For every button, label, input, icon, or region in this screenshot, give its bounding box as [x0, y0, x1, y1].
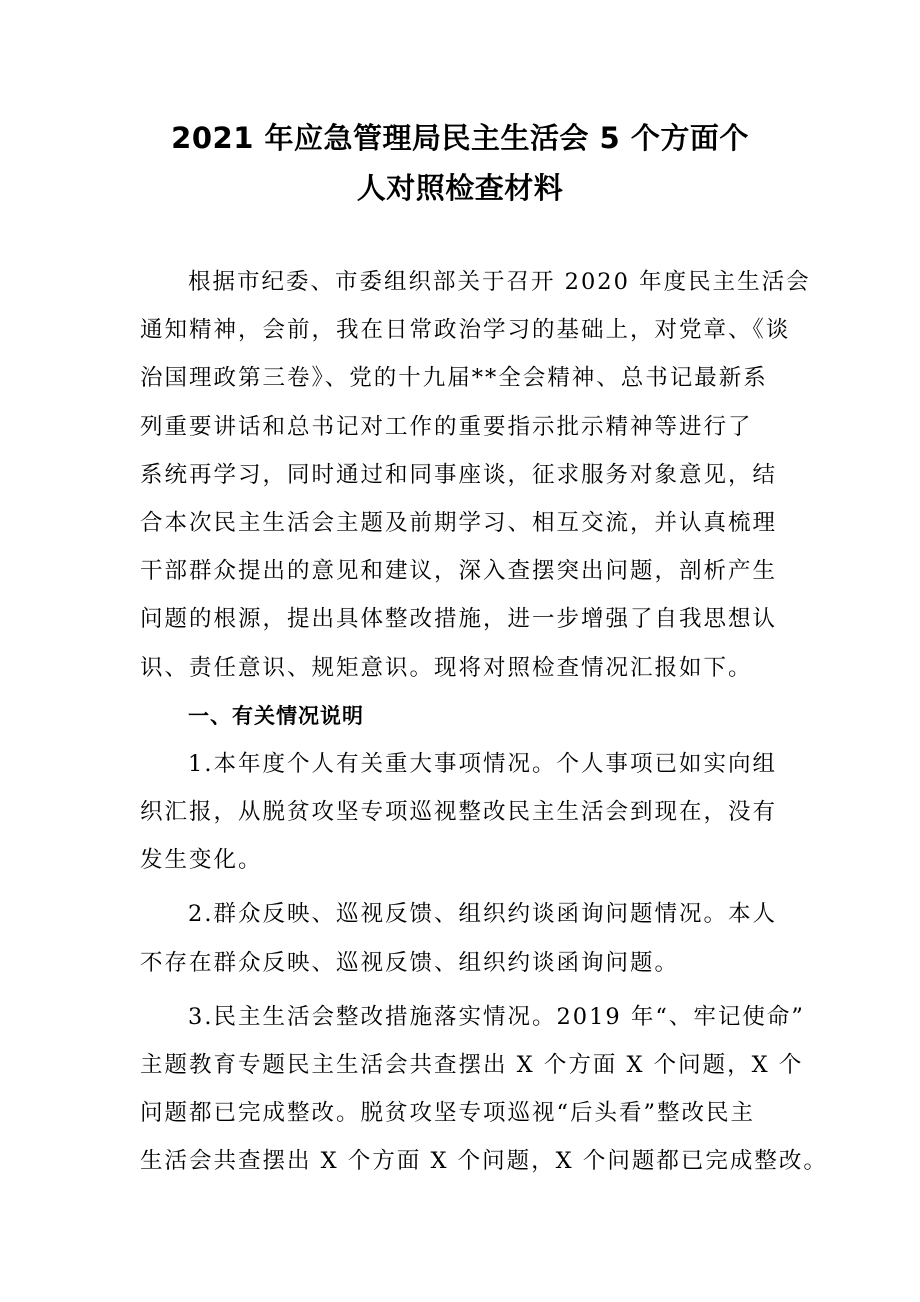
item-1-line-3: 发生变化。: [140, 847, 263, 874]
item-3-line-3: 问题都已完成整改。脱贫攻坚专项巡视“后头看”整改民主: [140, 1100, 756, 1127]
section-heading-block: [140, 692, 790, 740]
item-3-paragraph: [140, 993, 828, 1186]
intro-line-2: 通知精神，会前，我在日常政治学习的基础上，对党章、《谈: [140, 317, 791, 344]
item-2-line-1: 2.群众反映、巡视反馈、组织约谈函询问题情况。本人: [188, 901, 777, 928]
intro-line-3: 治国理政第三卷》、党的十九届**全会精神、总书记最新系: [140, 365, 768, 392]
item-3-line-1: 3.民主生活会整改措施落实情况。2019 年“、牢记使命”: [188, 1003, 805, 1030]
intro-line-7: 干部群众提出的意见和建议，深入查摆突出问题，剖析产生: [140, 558, 778, 585]
title-line-1: 2021 年应急管理局民主生活会 5 个方面个: [171, 121, 749, 155]
item-2-line-2: 不存在群众反映、巡视反馈、组织约谈函询问题。: [140, 949, 680, 976]
intro-line-9: 识、责任意识、规矩意识。现将对照检查情况汇报如下。: [140, 654, 753, 681]
intro-paragraph: [140, 258, 811, 692]
intro-line-6: 合本次民主生活会主题及前期学习、相互交流，并认真梳理: [140, 509, 778, 536]
intro-line-1: 根据市纪委、市委组织部关于召开 2020 年度民主生活会: [188, 269, 811, 295]
item-3-line-4: 生活会共查摆出 X 个方面 X 个问题，X 个问题都已完成整改。: [140, 1148, 828, 1175]
item-1-line-1: 1.本年度个人有关重大事项情况。个人事项已如实向组: [188, 750, 777, 777]
item-1-line-2: 织汇报，从脱贫攻坚专项巡视整改民主生活会到现在，没有: [140, 799, 778, 826]
intro-line-5: 系统再学习，同时通过和同事座谈，征求服务对象意见，结: [140, 461, 778, 488]
item-2-paragraph: [140, 890, 790, 986]
document-title: [100, 113, 820, 213]
intro-line-4: 列重要讲话和总书记对工作的重要指示批示精神等进行了: [140, 413, 753, 440]
title-line-2: 人对照检查材料: [356, 171, 564, 205]
item-1-paragraph: [140, 740, 790, 885]
section-heading: 一、有关情况说明: [188, 703, 364, 728]
item-3-line-2: 主题教育专题民主生活会共查摆出 X 个方面 X 个问题，X 个: [140, 1052, 804, 1078]
intro-line-8: 问题的根源，提出具体整改措施，进一步增强了自我思想认: [140, 606, 778, 633]
document-body: [140, 258, 828, 1186]
